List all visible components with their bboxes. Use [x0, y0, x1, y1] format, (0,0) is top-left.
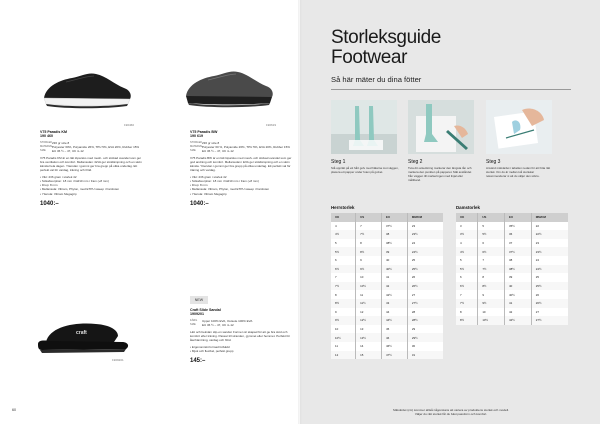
- table-row: [331, 308, 443, 317]
- table-cell: 25: [407, 256, 443, 265]
- table-cell: 9½: [356, 265, 382, 274]
- table-row: [456, 282, 568, 291]
- table-cell: 22: [531, 222, 568, 231]
- product-price: 145:–: [190, 358, 206, 365]
- table-row: [456, 273, 568, 282]
- table-cell: 37½: [382, 222, 408, 231]
- table-cell: 46½: [382, 342, 408, 351]
- table-cell: 42½: [382, 290, 408, 299]
- table-cell: 12½: [356, 316, 382, 325]
- table-cell: 24½: [407, 247, 443, 256]
- table-cell: 31: [407, 351, 443, 360]
- spec-row: STORLEK 236 gr size 8: [40, 140, 70, 145]
- table-cell: 42½: [505, 316, 532, 325]
- table-row: [331, 351, 443, 360]
- table-row: [331, 247, 443, 256]
- table-cell: 44: [382, 308, 408, 317]
- table-cell: 8½: [331, 299, 356, 308]
- table-cell: 27½: [407, 299, 443, 308]
- table-cell: 7½: [456, 299, 478, 308]
- step-3-photo: [486, 100, 552, 154]
- table-row: [331, 316, 443, 325]
- product-code: 190 460: [40, 134, 53, 139]
- table-row: [456, 256, 568, 265]
- page-number: 60: [12, 408, 16, 412]
- table-cell: 26: [531, 290, 568, 299]
- product-features: • Vikt: 236 gram i storlek 42 • Stötabsorption: 18 mm i häl/10 mm i fram (+8 mm) • Drop: 8 mm • Mellansula: Vibram, Phylon, med ETPU sweep i framfoten • Ytterula: Vibram Megagrip: [190, 175, 270, 196]
- spec-row: MATERIAL Polyester 60%, Polyamide 26%, TPU 5%, EVA 20%, Rubber 15%: [40, 144, 140, 149]
- table-cell: 23: [407, 222, 443, 231]
- step-2-photo: [408, 100, 474, 154]
- table-cell: 7½: [331, 282, 356, 291]
- step-1-photo: [331, 100, 397, 154]
- table-cell: 11: [331, 342, 356, 351]
- table-row: [456, 299, 568, 308]
- table-cell: 8: [356, 239, 382, 248]
- table-cell: 3½: [456, 230, 478, 239]
- table-cell: 7: [331, 273, 356, 282]
- table-row: [456, 239, 568, 248]
- product-code: 190 619: [190, 134, 203, 139]
- step-2: Steg 2 Tuta din anteckning markerar den längsta tån och markera den punkten på papperet. Mät avståndet från väggen till markeringen med linjal eller måttband.: [408, 159, 472, 182]
- table-header-row: UK US EU MM/CM: [331, 213, 443, 222]
- table-cell: 10: [356, 273, 382, 282]
- product-price: 1040:–: [190, 200, 209, 207]
- table-cell: 40: [382, 256, 408, 265]
- table-cell: 39: [382, 247, 408, 256]
- table-cell: 10: [478, 308, 505, 317]
- table-cell: 27: [531, 308, 568, 317]
- product-features: • Vikt: 236 gram i storlek 42 • Stötabsorption: 18 mm i häl/10 mm i fram (+8 mm) • Drop: 8 mm • Mellansula: Vibram, Phylon, med ETPU sweep i framfoten • Ytterula: Vibram Megagrip: [40, 175, 120, 196]
- product-description: V75 Paradis BW är en lätt löparsko med mesh- och stickad ovandel som ger god andning och komfort. Mellansulan i EVA ger stötdämpning och en skön känsla. Ytterulan i gummi ger bra grepp på olika underlag. Ett perfekt val för träning och vardag.: [190, 155, 292, 173]
- table-cell: 6: [478, 239, 505, 248]
- table-cell: 24: [531, 256, 568, 265]
- table-cell: 9: [478, 290, 505, 299]
- table-cell: 22½: [531, 230, 568, 239]
- table-cell: 24½: [531, 265, 568, 274]
- table-cell: 6½: [478, 247, 505, 256]
- table-cell: 45: [382, 325, 408, 334]
- table-cell: 10½: [356, 282, 382, 291]
- product-description: Lätt och bekväm slip-on sandal. Formen är skapad för att ge bra stöd och komfort efter träning. Passar till stranden, gymmet eller hemmet. Perfekt för återhämtning, vardag och fritid.: [190, 329, 291, 342]
- table-cell: 36: [505, 230, 532, 239]
- table-cell: 42: [505, 308, 532, 317]
- table-cell: 38½: [382, 239, 408, 248]
- table-cell: 5: [331, 239, 356, 248]
- page-gutter: [298, 0, 302, 424]
- image-code: 190619: [266, 123, 277, 127]
- table-cell: 5½: [478, 230, 505, 239]
- table-cell: 9½: [478, 299, 505, 308]
- table-cell: 26½: [407, 282, 443, 291]
- product-name: V75 Paradis KM: [40, 130, 67, 134]
- table-cell: 5½: [456, 265, 478, 274]
- table-row: [331, 273, 443, 282]
- women-size-title: Damstorlek: [456, 205, 480, 210]
- table-cell: 6½: [456, 282, 478, 291]
- table-cell: 25: [531, 273, 568, 282]
- table-cell: 23: [531, 239, 568, 248]
- table-cell: 4: [331, 222, 356, 231]
- table-cell: 27½: [531, 316, 568, 325]
- table-cell: 47½: [382, 351, 408, 360]
- table-cell: 7: [478, 256, 505, 265]
- table-cell: 42: [382, 282, 408, 291]
- table-cell: 12: [331, 351, 356, 360]
- table-row: [331, 342, 443, 351]
- table-cell: 40½: [505, 290, 532, 299]
- table-cell: 12: [356, 308, 382, 317]
- table-cell: 37: [505, 239, 532, 248]
- spec-row: SIZE EU 36 ½ – 47, UK 4–12: [40, 148, 84, 153]
- table-cell: 41: [505, 299, 532, 308]
- spec-row: STORLEK 236 gr size 8: [190, 140, 220, 145]
- product-price: 1040:–: [40, 200, 59, 207]
- table-cell: 46: [382, 333, 408, 342]
- table-row: [331, 282, 443, 291]
- image-code: 190460: [124, 123, 135, 127]
- table-cell: 38½: [505, 265, 532, 274]
- shoe-image-black: [36, 62, 136, 114]
- table-cell: 29½: [407, 333, 443, 342]
- table-cell: 5: [478, 222, 505, 231]
- table-row: [331, 230, 443, 239]
- table-cell: 6: [331, 256, 356, 265]
- product-features: • Ergonomiskt formad fotbädd • Mjuk och flexibel, perfekt grepp: [190, 345, 234, 354]
- spec-row: FÄRG Upper 100% EVA, Outsole 100% EVA: [190, 318, 253, 323]
- table-cell: 11: [356, 290, 382, 299]
- table-cell: 44½: [382, 316, 408, 325]
- table-cell: 5: [456, 256, 478, 265]
- table-row: [456, 308, 568, 317]
- table-cell: 9: [356, 256, 382, 265]
- table-cell: 8½: [356, 247, 382, 256]
- table-cell: 38: [382, 230, 408, 239]
- new-badge: NEW: [190, 296, 208, 304]
- table-cell: 35½: [505, 222, 532, 231]
- spec-row: MATERIAL Polyester 60 %, Polyamide 26%, TPU 5%, EVA 20%, Rubber 15%: [190, 144, 290, 149]
- page-subtitle: Så här mäter du dina fötter: [331, 75, 422, 84]
- table-cell: 24: [407, 239, 443, 248]
- step-1: Steg 1 Stå upprätt på ett hårt golv med hälarna mot väggen, placera ett papper under foten på golvet.: [331, 159, 399, 174]
- table-cell: 41: [382, 273, 408, 282]
- table-cell: 14: [356, 342, 382, 351]
- table-cell: 8: [456, 308, 478, 317]
- table-cell: 38: [505, 256, 532, 265]
- table-cell: 27: [407, 290, 443, 299]
- svg-text:craft: craft: [76, 330, 87, 336]
- table-cell: 7: [456, 290, 478, 299]
- table-cell: 8½: [456, 316, 478, 325]
- table-cell: 4½: [456, 247, 478, 256]
- product-name: V75 Paradis BW: [190, 130, 218, 134]
- table-cell: 4: [456, 239, 478, 248]
- table-cell: 29: [407, 325, 443, 334]
- shoe-image-grey: [178, 62, 278, 114]
- table-cell: 40: [505, 282, 532, 291]
- product-code: 1909201: [190, 312, 204, 317]
- table-row: [331, 299, 443, 308]
- table-row: [456, 290, 568, 299]
- table-cell: 8½: [478, 282, 505, 291]
- table-cell: 13½: [356, 333, 382, 342]
- table-cell: 7: [356, 222, 382, 231]
- table-row: [331, 290, 443, 299]
- page-title: Storleksguide Footwear: [331, 27, 441, 68]
- table-cell: 28½: [407, 316, 443, 325]
- table-cell: 7½: [478, 265, 505, 274]
- table-cell: 23½: [531, 247, 568, 256]
- table-row: [331, 265, 443, 274]
- product-name: Craft Slide Sandal: [190, 308, 221, 312]
- men-size-table: [331, 213, 443, 359]
- table-cell: 6: [456, 273, 478, 282]
- table-cell: 10½: [331, 333, 356, 342]
- table-cell: 37½: [505, 247, 532, 256]
- product-card: [190, 308, 292, 364]
- table-cell: 3: [456, 222, 478, 231]
- table-cell: 7½: [356, 230, 382, 239]
- table-cell: 9: [331, 308, 356, 317]
- table-cell: 10½: [478, 316, 505, 325]
- table-row: [456, 316, 568, 325]
- table-row: [331, 325, 443, 334]
- spec-row: SIZE EU 36 ½ – 47, UK 4–12: [190, 148, 234, 153]
- table-cell: 26: [407, 273, 443, 282]
- table-row: [456, 230, 568, 239]
- table-cell: 9½: [331, 316, 356, 325]
- product-card: [190, 130, 292, 207]
- table-cell: 13: [356, 325, 382, 334]
- product-description: V75 Paradis KM är en lätt löparsko med mesh- och stickad ovandel som ger bra ventilation och komfort. Mellansulan i EVA ger stötdämpning och en skön känsla hela dagen. Ytterulan i gummi ger bra grepp på olika underlag. Ett perfekt val för vardag, träning och fritid.: [40, 155, 142, 173]
- table-cell: 8: [478, 273, 505, 282]
- table-cell: 26½: [531, 299, 568, 308]
- table-cell: 8: [331, 290, 356, 299]
- table-row: [456, 247, 568, 256]
- table-cell: 25½: [531, 282, 568, 291]
- table-row: [331, 239, 443, 248]
- sandal-image: [32, 312, 132, 364]
- table-cell: 30: [407, 342, 443, 351]
- table-row: [456, 222, 568, 231]
- footnote: Mätvärdet (cm) kommer alltså någonstans att variera av produktens storlek och modell. Väljer du rätt storlek får du bäst passform och komfort.: [393, 408, 509, 416]
- table-cell: 43: [382, 299, 408, 308]
- table-cell: 11½: [356, 299, 382, 308]
- table-cell: 39: [505, 273, 532, 282]
- men-size-title: Herrstorlek: [331, 205, 355, 210]
- image-code: 1909201: [112, 358, 124, 362]
- table-cell: 40½: [382, 265, 408, 274]
- table-cell: 5½: [331, 247, 356, 256]
- women-size-table: [456, 213, 568, 325]
- step-3: Steg 3 Använd mätvärdet i tabellen nedan för att hitta rätt storlek. Om du är mellan två storlekar rekommenderar vi att du väljer den större.: [486, 159, 551, 178]
- product-card: [40, 130, 142, 207]
- table-row: [456, 265, 568, 274]
- table-row: [331, 222, 443, 231]
- table-cell: 28: [407, 308, 443, 317]
- table-header-row: UK US EU MM/CM: [456, 213, 568, 222]
- table-cell: 15: [356, 351, 382, 360]
- table-row: [331, 333, 443, 342]
- table-cell: 23½: [407, 230, 443, 239]
- table-row: [331, 256, 443, 265]
- table-cell: 6½: [331, 265, 356, 274]
- table-cell: 25½: [407, 265, 443, 274]
- divider: [331, 89, 571, 90]
- table-cell: 10: [331, 325, 356, 334]
- table-cell: 4½: [331, 230, 356, 239]
- spec-row: SIZE EU 36 ½ – 47, UK 4–12: [190, 322, 234, 327]
